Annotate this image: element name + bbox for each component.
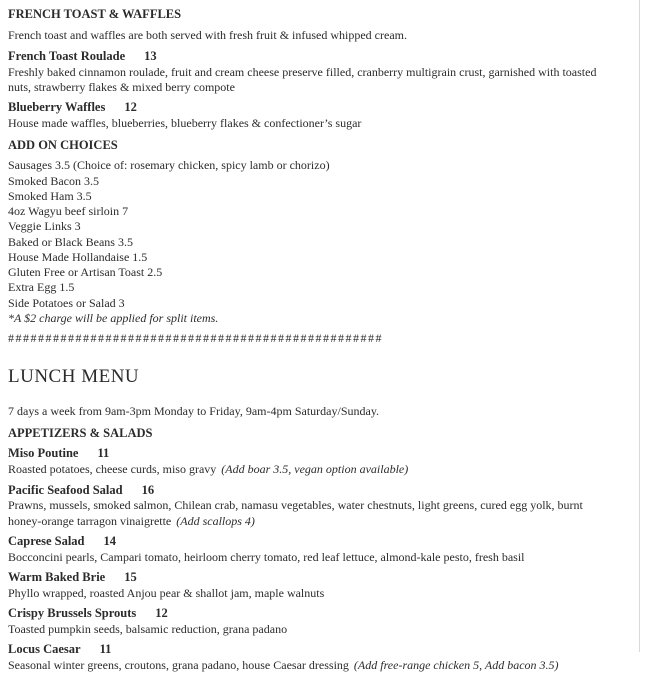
addon-line: Gluten Free or Artisan Toast 2.5 xyxy=(8,265,163,280)
item-price: 13 xyxy=(144,49,157,64)
addon-line: 4oz Wagyu beef sirloin 7 xyxy=(8,204,129,219)
item-description xyxy=(8,658,619,673)
item-name: Blueberry Waffles xyxy=(8,100,106,115)
menu-item xyxy=(8,446,619,477)
addon-line: Baked or Black Beans 3.5 xyxy=(8,234,133,249)
item-note: (Add scallops 4) xyxy=(176,513,255,528)
menu-item xyxy=(8,100,619,131)
item-desc-text: Roasted potatoes, cheese curds, miso gravy xyxy=(8,462,217,477)
appetizers-salads-heading: APPETIZERS & SALADS xyxy=(8,425,153,440)
hash-divider: ################################################## xyxy=(8,331,383,346)
item-name-line xyxy=(8,534,619,550)
item-desc-text: House made waffles, blueberries, blueberry flakes & confectioner’s sugar xyxy=(8,116,362,131)
item-price: 12 xyxy=(124,100,137,115)
menu-item xyxy=(8,483,619,529)
item-price: 14 xyxy=(103,533,117,548)
item-desc-text: Prawns, mussels, smoked salmon, Chilean crab, namasu vegetables, water chestnuts, light greens, cured egg yolk, burnt honey-orange tarragon vinaigrette xyxy=(8,498,583,528)
breakfast-section-heading: FRENCH TOAST & WAFFLES xyxy=(8,7,182,21)
item-name: French Toast Roulade xyxy=(8,49,126,64)
item-price: 16 xyxy=(141,482,155,497)
item-price: 11 xyxy=(99,642,112,657)
lunch-menu-title: LUNCH MENU xyxy=(8,366,140,388)
item-description xyxy=(8,550,619,565)
menu-item xyxy=(8,606,619,637)
addons-heading: ADD ON CHOICES xyxy=(8,137,118,152)
item-name-line xyxy=(8,606,619,622)
item-description xyxy=(8,586,619,601)
item-name-line xyxy=(8,100,619,116)
item-description xyxy=(8,498,619,528)
item-name: Locus Caesar xyxy=(8,642,81,657)
item-description xyxy=(8,462,619,477)
item-desc-text: Toasted pumpkin seeds, balsamic reduction, grana padano xyxy=(8,622,288,637)
item-desc-text: Phyllo wrapped, roasted Anjou pear & shallot jam, maple walnuts xyxy=(8,585,325,600)
item-name-line xyxy=(8,570,619,586)
breakfast-intro: French toast and waffles are both served with fresh fruit & infused whipped cream. xyxy=(8,27,407,42)
addons-section xyxy=(8,138,619,326)
item-price: 11 xyxy=(97,446,110,461)
item-name: Miso Poutine xyxy=(8,446,79,461)
addon-line: Smoked Bacon 3.5 xyxy=(8,173,99,188)
menu-item xyxy=(8,570,619,601)
item-description xyxy=(8,65,619,95)
item-name-line xyxy=(8,483,619,499)
item-name: Pacific Seafood Salad xyxy=(8,482,123,497)
item-note: (Add free-range chicken 5, Add bacon 3.5) xyxy=(353,658,559,673)
item-note: (Add boar 3.5, vegan option available) xyxy=(221,462,409,477)
addon-line: Sausages 3.5 (Choice of: rosemary chicken, spicy lamb or chorizo) xyxy=(8,158,330,173)
addon-line: Smoked Ham 3.5 xyxy=(8,188,92,203)
item-name-line xyxy=(8,49,619,65)
split-charge-note: *A $2 charge will be applied for split items. xyxy=(8,310,219,325)
item-description xyxy=(8,622,619,637)
item-price: 15 xyxy=(124,570,137,585)
addon-line: Extra Egg 1.5 xyxy=(8,280,75,295)
item-name: Warm Baked Brie xyxy=(8,570,106,585)
item-desc-text: Seasonal winter greens, croutons, grana padano, house Caesar dressing xyxy=(8,658,349,673)
item-desc-text: Bocconcini pearls, Campari tomato, heirloom cherry tomato, red leaf lettuce, almond-kale pesto, fresh basil xyxy=(8,549,525,564)
item-name-line xyxy=(8,446,619,462)
item-name-line xyxy=(8,642,619,658)
menu-item xyxy=(8,49,619,95)
addon-line: House Made Hollandaise 1.5 xyxy=(8,249,148,264)
item-name: Caprese Salad xyxy=(8,533,85,548)
addon-line: Veggie Links 3 xyxy=(8,219,81,234)
item-price: 12 xyxy=(155,606,168,621)
menu-item xyxy=(8,534,619,565)
item-name: Crispy Brussels Sprouts xyxy=(8,606,137,621)
item-description xyxy=(8,116,619,131)
item-desc-text: Freshly baked cinnamon roulade, fruit and cream cheese preserve filled, cranberry multigrain crust, garnished with toasted nuts, strawberry flakes & mixed berry compote xyxy=(8,64,597,95)
addon-line: Side Potatoes or Salad 3 xyxy=(8,295,125,310)
menu-item xyxy=(8,642,619,673)
lunch-hours: 7 days a week from 9am-3pm Monday to Friday, 9am-4pm Saturday/Sunday. xyxy=(8,404,380,419)
